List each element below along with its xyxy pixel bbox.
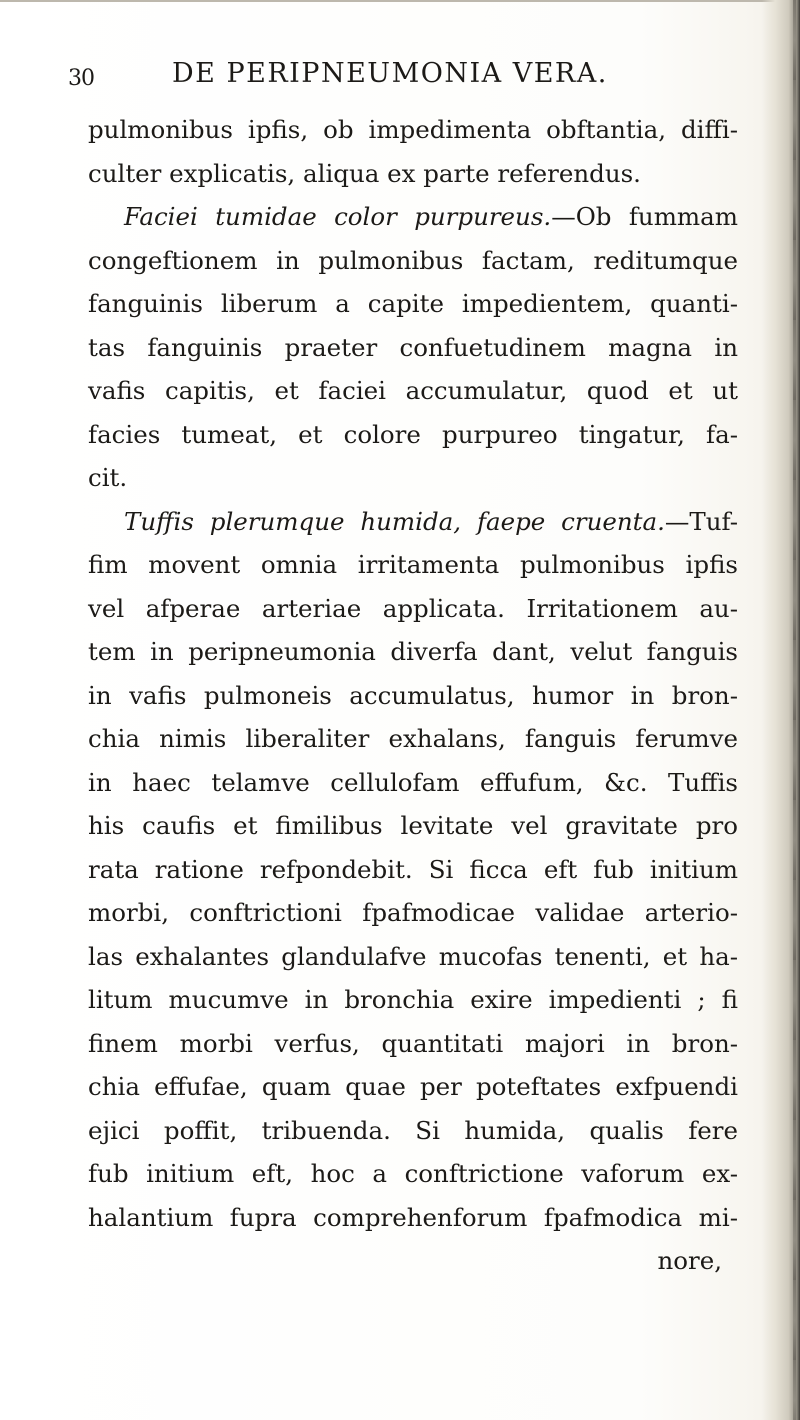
text-line: chia effufae, quam quae per poteftates exfpuendi xyxy=(88,1072,738,1101)
text-line: halantium fupra comprehenforum fpafmodica mi- xyxy=(88,1202,738,1232)
section-heading: Tuffis plerumque humida, faepe cruenta. xyxy=(124,506,665,536)
text-line: fanguinis liberum a capite impedientem, quanti- xyxy=(88,289,738,318)
text-line: pulmonibus ipfis, ob impedimenta obftantia, diffi- xyxy=(88,115,738,144)
text-line: fim movent omnia irritamenta pulmonibus ipfis xyxy=(88,550,738,579)
text-line: chia nimis liberaliter exhalans, fanguis ferumve xyxy=(88,724,738,753)
section-heading: Faciei tumidae color purpureus. xyxy=(124,202,552,231)
text-line: vel afperae arteriae applicata. Irritationem au- xyxy=(88,593,738,623)
text-line: his caufis et fimilibus levitate vel gravitate pro xyxy=(88,811,738,840)
text-line: in vafis pulmoneis accumulatus, humor in bron- xyxy=(88,680,738,710)
body-text xyxy=(88,108,738,1283)
section-heading-line: Faciei tumidae color purpureus.—Ob fummam xyxy=(124,202,738,231)
text-line: tem in peripneumonia diverfa dant, velut fanguis xyxy=(88,637,738,666)
text-line: cit. xyxy=(88,463,128,492)
text-line: tas fanguinis praeter confuetudinem magna in xyxy=(88,332,738,362)
text-line: litum mucumve in bronchia exire impedienti ; fi xyxy=(88,985,738,1014)
text-line: vafis capitis, et faciei accumulatur, quod et ut xyxy=(88,376,738,405)
text-line: las exhalantes glandulafve mucofas tenenti, et ha- xyxy=(88,941,738,971)
page-edge-shadow xyxy=(762,0,800,1420)
text-line: in haec telamve cellulofam effufum, &c. Tuffis xyxy=(88,767,738,797)
text-line: finem morbi verfus, quantitati majori in bron- xyxy=(88,1028,738,1058)
running-title: DE PERIPNEUMONIA VERA. xyxy=(172,58,608,89)
section-heading-line: Tuffis plerumque humida, faepe cruenta.—Tuf- xyxy=(124,506,738,536)
top-rule xyxy=(0,0,800,2)
page-header xyxy=(68,58,668,98)
text-line: morbi, conftrictioni fpafmodicae validae arterio- xyxy=(88,898,738,927)
page-number: 30 xyxy=(68,66,94,91)
text-line: ejici poffit, tribuenda. Si humida, qualis fere xyxy=(88,1115,738,1145)
text-line: fub initium eft, hoc a conftrictione vaforum ex- xyxy=(88,1159,738,1188)
catchword: nore, xyxy=(657,1246,722,1275)
text-line: culter explicatis, aliqua ex parte referendus. xyxy=(88,158,641,188)
text-line: facies tumeat, et colore purpureo tingatur, fa- xyxy=(88,419,738,449)
text-line: rata ratione refpondebit. Si ficca eft fub initium xyxy=(88,854,738,884)
text-line: congeftionem in pulmonibus factam, reditumque xyxy=(88,245,738,275)
